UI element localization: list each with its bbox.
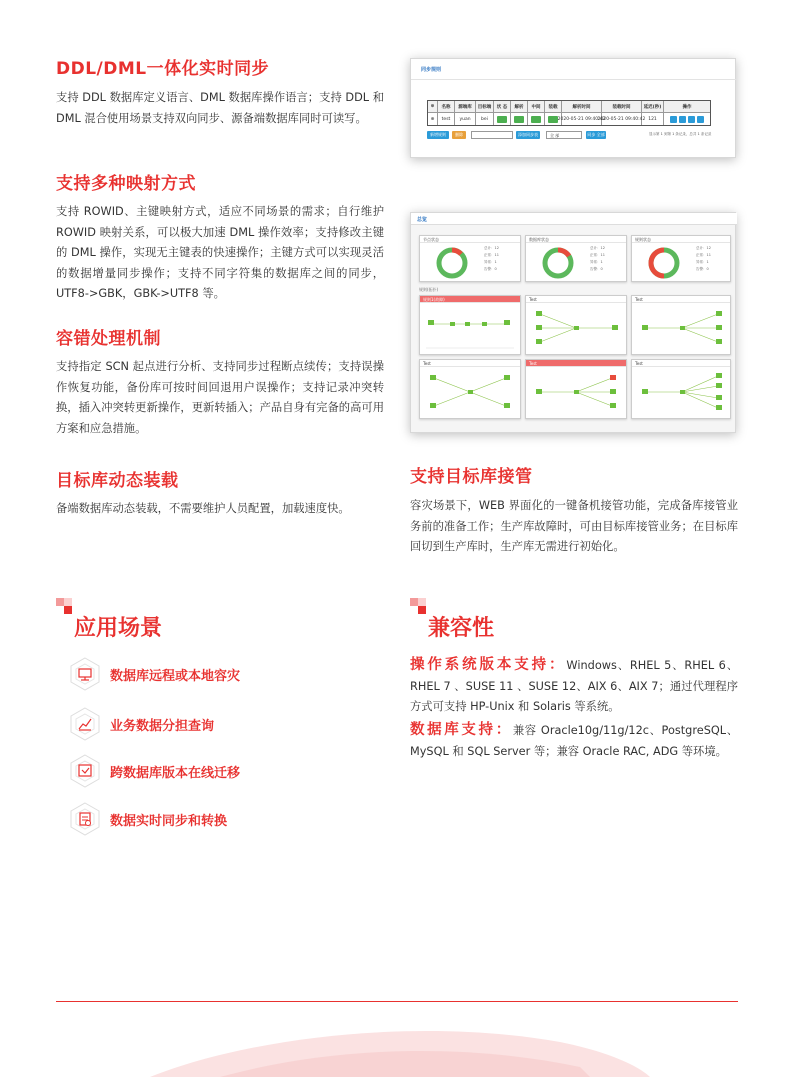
status-badge bbox=[497, 116, 507, 123]
edit-button[interactable] bbox=[670, 116, 677, 123]
compat-os-lead: 操作系统版本支持： bbox=[410, 657, 567, 673]
search-input[interactable] bbox=[471, 131, 513, 139]
donut-chart-icon bbox=[646, 245, 686, 281]
database-status-card: 数据库状态 总计：12 正常：11 异常：1 告警：0 bbox=[525, 235, 627, 282]
feature-title-mapping: 支持多种映射方式 bbox=[56, 174, 196, 194]
topology-diagram-icon bbox=[420, 304, 520, 354]
compat-db-text: 兼容 Oracle10g/11g/12c、PostgreSQL、MySQL 和 SQL Server 等；兼容 Oracle RAC, ADG 等环境。 bbox=[410, 724, 738, 758]
app-item-realtime-sync: 数据实时同步和转换 bbox=[66, 800, 227, 838]
add-rule-button[interactable]: 新增规则 bbox=[427, 131, 449, 139]
topology-diagram-icon bbox=[526, 368, 626, 418]
compat-os-text: Windows、RHEL 5、RHEL 6、RHEL 7 、SUSE 11 、SUSE 12、AIX 6、AIX 7；通过代理程序方式可支持 HP-Unix 和 Solaris 等系统。 bbox=[410, 659, 739, 713]
decor-square bbox=[56, 598, 64, 606]
topology-card[interactable]: Test bbox=[525, 359, 627, 419]
donut-chart-icon bbox=[540, 245, 580, 281]
feature-title-takeover: 支持目标库接管 bbox=[410, 467, 533, 487]
monitor-screenshot bbox=[410, 212, 736, 433]
compat-os-paragraph bbox=[410, 655, 738, 718]
donut-chart-icon bbox=[434, 245, 474, 281]
middle-status-badge bbox=[531, 116, 541, 123]
topology-diagram-icon bbox=[632, 368, 732, 418]
compat-db-lead: 数据库支持： bbox=[410, 722, 513, 738]
topology-card[interactable]: 规则1(故障) bbox=[419, 295, 521, 355]
app-item-query-offload: 业务数据分担查询 bbox=[66, 705, 214, 743]
decor-square bbox=[418, 598, 426, 606]
decor-square bbox=[418, 606, 426, 614]
node-status-card: 节点状态 总计：12 正常：11 异常：1 告警：0 bbox=[419, 235, 521, 282]
parse-status-badge bbox=[514, 116, 524, 123]
topology-card[interactable]: Test bbox=[525, 295, 627, 355]
topology-card[interactable]: Test bbox=[631, 359, 731, 419]
load-status-badge bbox=[548, 116, 558, 123]
sync-icon bbox=[66, 800, 104, 838]
start-button[interactable] bbox=[679, 116, 686, 123]
decor-square bbox=[64, 606, 72, 614]
compat-section-title: 兼容性 bbox=[428, 616, 495, 641]
feature-title-fault-tolerance: 容错处理机制 bbox=[56, 329, 161, 349]
feature-body-takeover: 容灾场景下，WEB 界面化的一键备机接管功能，完成备库接管业务前的准备工作；生产库故障时，可由目标库接管业务；在目标库回切到生产库时，生产库无需进行初始化。 bbox=[410, 499, 738, 553]
table-header-row: ⊕ 名称 源端库 目标端 状 态 解析 中间 装载 解析时间 装载时间 延迟(秒) 操作 bbox=[428, 101, 710, 113]
monitor-icon bbox=[66, 655, 104, 693]
add-table-button[interactable]: 添加同步表 bbox=[518, 132, 538, 137]
chart-icon bbox=[66, 705, 104, 743]
feature-body-dynamic-load: 备端数据库动态装载，不需要维护人员配置，加载速度快。 bbox=[56, 502, 350, 515]
delete-row-button[interactable] bbox=[697, 116, 704, 123]
feature-body-mapping: 支持 ROWID、主键映射方式，适应不同场景的需求；自行维护 ROWID 映射关系，可以极大加速 DML 操作效率；支持修改主键的 DML 操作，实现无主键表的快速操作；主键方式可以实现灵活的数据增量同步操作；支持不同字符集的数据库之间的同步，UTF8->GBK，GBK->UTF8 等。 bbox=[56, 205, 384, 300]
sync-rules-table bbox=[427, 100, 711, 126]
topology-diagram-icon bbox=[420, 368, 520, 418]
filter-select[interactable]: 全 部 bbox=[546, 131, 582, 139]
rule-status-card: 规则状态 总计：12 正常：11 异常：1 告警：0 bbox=[631, 235, 731, 282]
footer-wave-decoration bbox=[0, 1017, 794, 1077]
delete-button[interactable]: 删除 bbox=[452, 131, 466, 139]
app-item-disaster-recovery: 数据库远程或本地容灾 bbox=[66, 655, 240, 693]
topology-subtitle: 规则(拓扑) bbox=[419, 287, 439, 292]
topology-card[interactable]: Test bbox=[419, 359, 521, 419]
sync-all-button[interactable]: 同步 全部 bbox=[587, 132, 605, 137]
topology-card[interactable]: Test bbox=[631, 295, 731, 355]
app-section-title: 应用场景 bbox=[74, 616, 163, 641]
stop-button[interactable] bbox=[688, 116, 695, 123]
pagination-text: 显示第 1 到第 1 条记录，总共 1 条记录 bbox=[649, 132, 712, 136]
app-item-migration: 跨数据库版本在线迁移 bbox=[66, 752, 240, 790]
migrate-icon bbox=[66, 752, 104, 790]
monitor-title: 总览 bbox=[417, 217, 428, 223]
sync-rules-title: 同步规则 bbox=[421, 67, 442, 73]
footer-divider bbox=[56, 1001, 738, 1002]
feature-title-dynamic-load: 目标库动态装载 bbox=[56, 471, 179, 491]
feature-body-fault-tolerance: 支持指定 SCN 起点进行分析、支持同步过程断点续传；支持误操作恢复功能，备份库可按时间回退用户误操作；支持记录冲突转换，插入冲突转更新操作，更新转插入；产品自身有完备的高可用方案和应急措施。 bbox=[56, 360, 384, 435]
table-row[interactable]: ⊕ test yuan bei 2020-05-21 09:40:42 2020-05-21 09:40:42 121 bbox=[428, 113, 710, 125]
feature-title-ddl-dml: DDL/DML一体化实时同步 bbox=[56, 59, 270, 79]
topology-diagram-icon bbox=[632, 304, 732, 354]
compat-db-paragraph bbox=[410, 720, 738, 762]
topology-diagram-icon bbox=[526, 304, 626, 354]
sync-rules-screenshot bbox=[410, 58, 736, 158]
feature-body-ddl-dml: 支持 DDL 数据库定义语言、DML 数据库操作语言；支持 DDL 和 DML 混合使用场景支持双向同步、源备端数据库同时可读写。 bbox=[56, 91, 384, 125]
decor-square bbox=[410, 598, 418, 606]
decor-square bbox=[64, 598, 72, 606]
